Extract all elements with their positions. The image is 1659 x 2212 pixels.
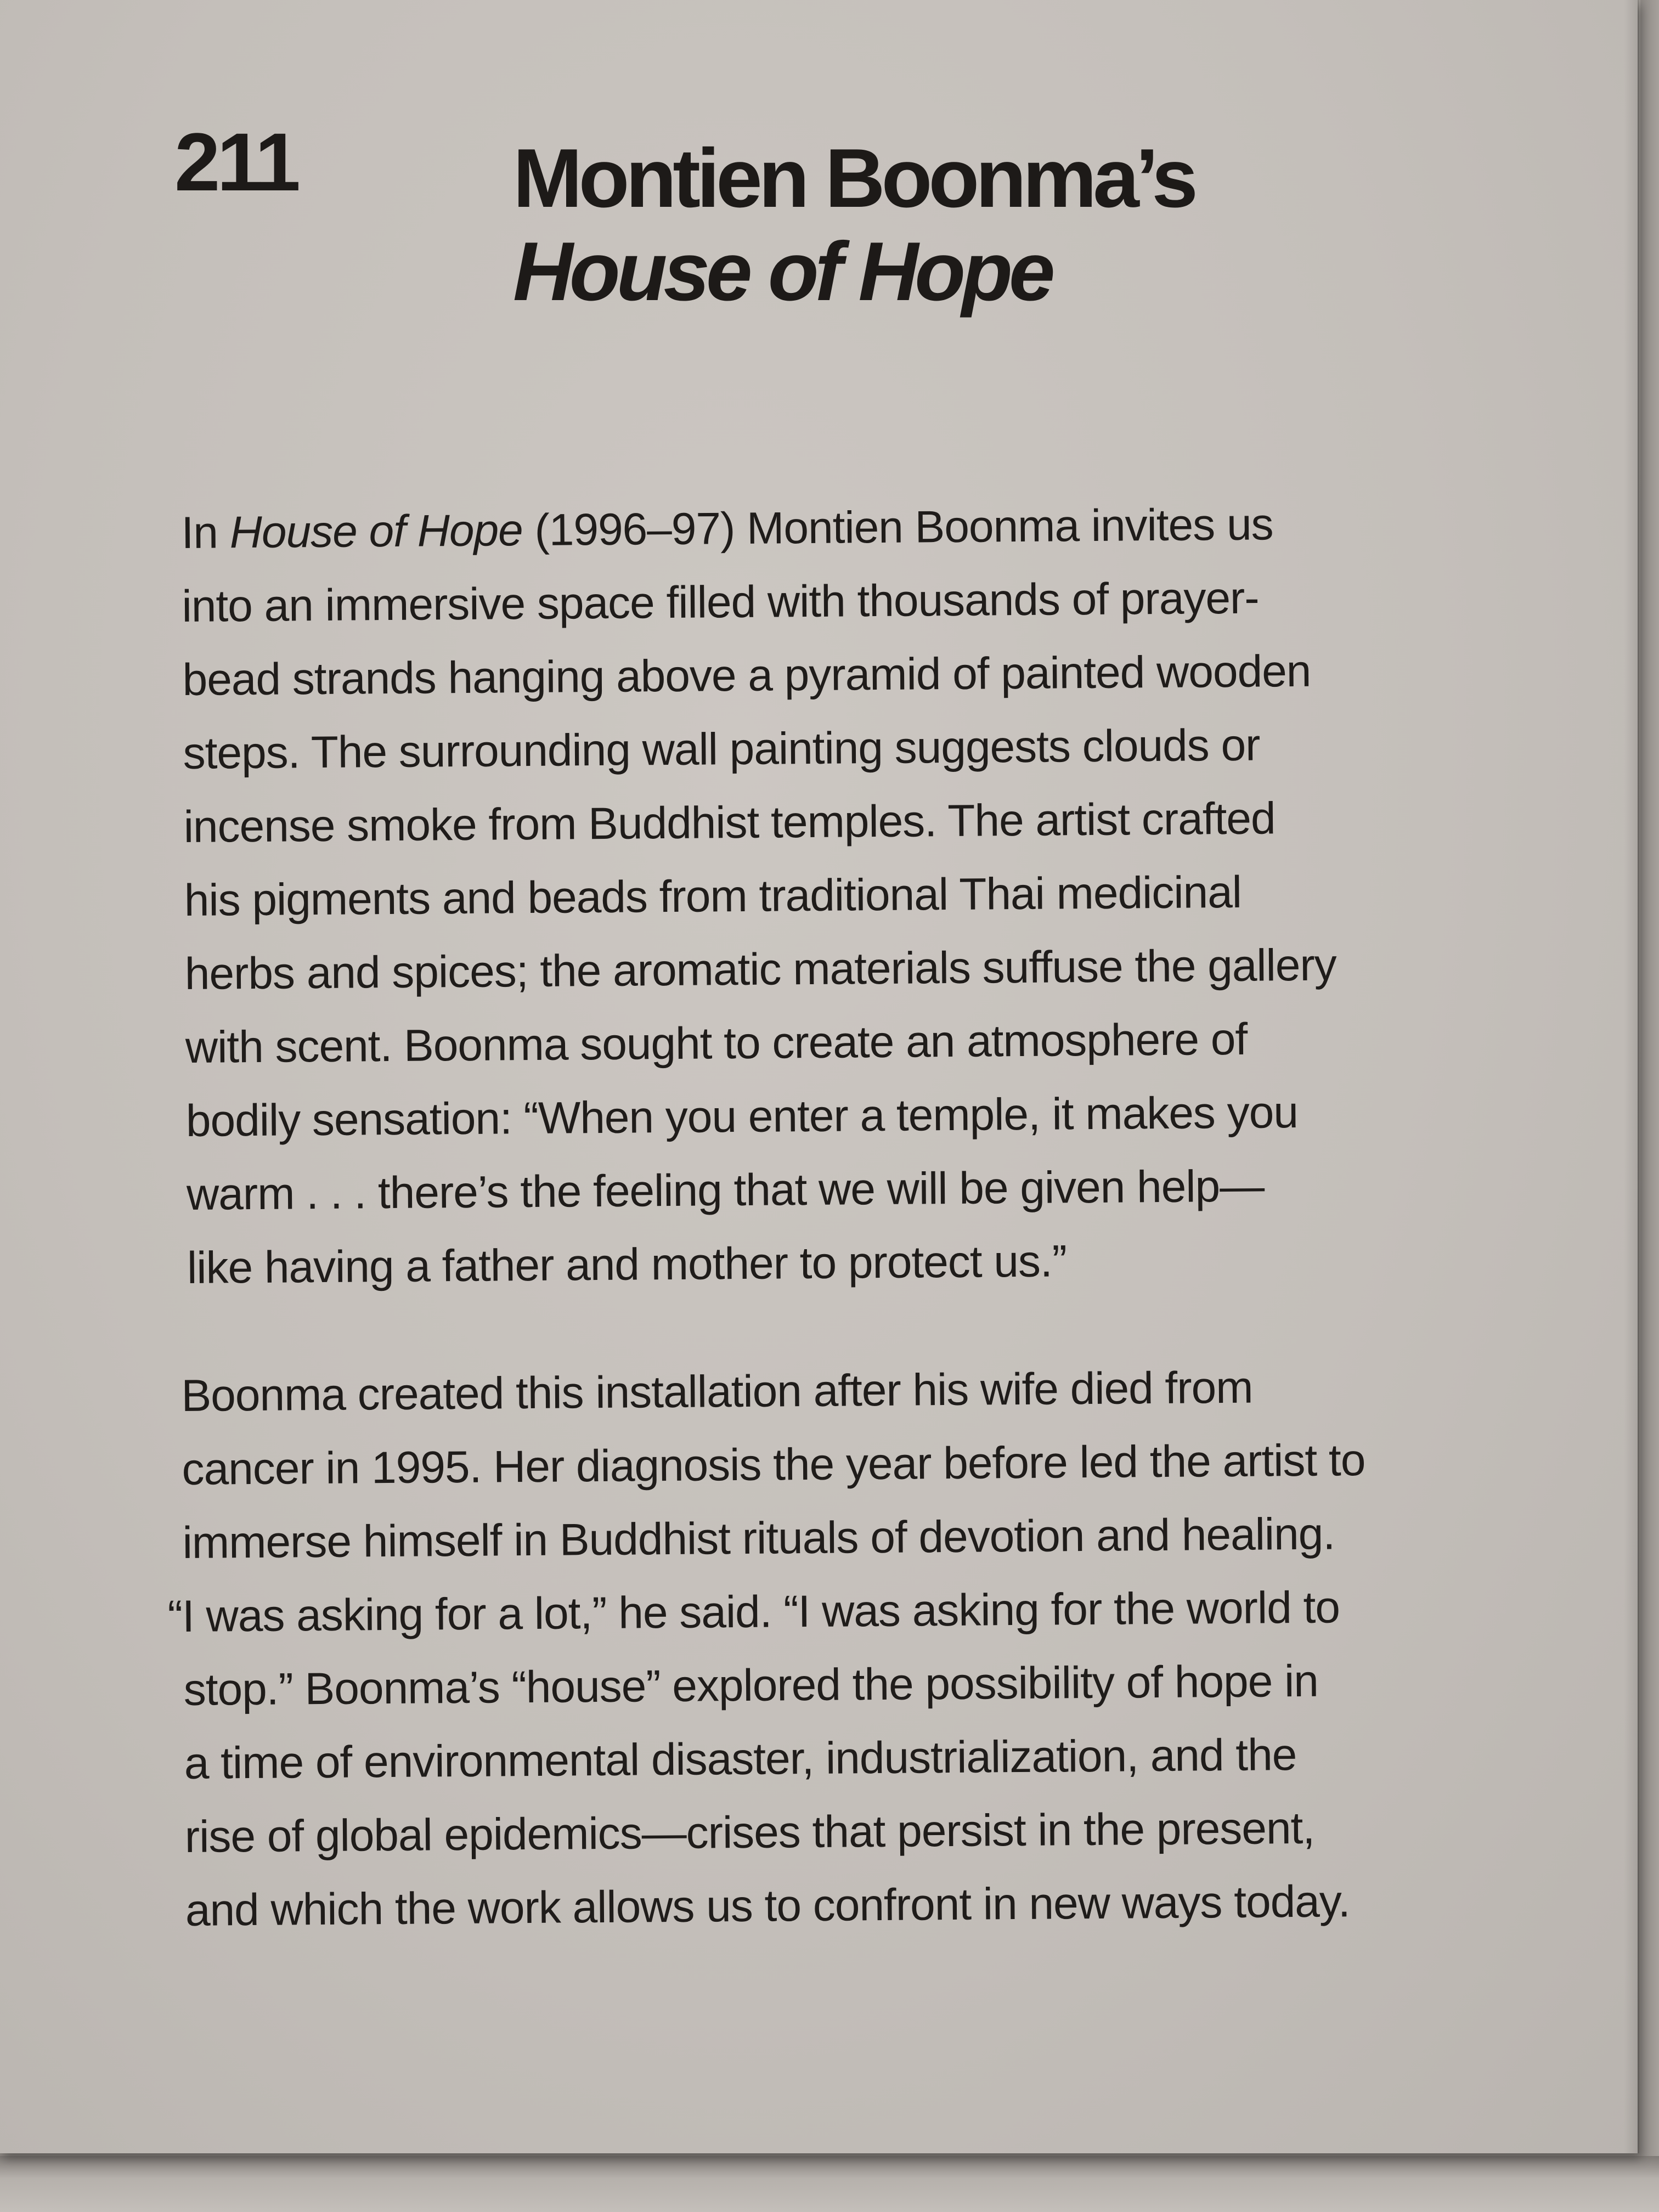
wall-bottom-edge [0, 2156, 1659, 2212]
paragraph-2-line: cancer in 1995. Her diagnosis the year before led the artist to [182, 1435, 1365, 1494]
paragraph-1-line-1 [181, 486, 1520, 570]
paragraph-1 [181, 486, 1526, 1305]
paragraph-2-line: and which the work allows us to confront in new ways today. [185, 1876, 1350, 1936]
wall-right-edge [1640, 0, 1659, 2212]
paragraph-1-line: incense smoke from Buddhist temples. The artist crafted [183, 793, 1276, 852]
paragraph-2-line: “I was asking for a lot,” he said. “I was asking for the world to [167, 1582, 1340, 1642]
paragraph-1-line: with scent. Boonma sought to create an atmosphere of [185, 1014, 1248, 1073]
paragraph-2-line: a time of environmental disaster, industrialization, and the [184, 1730, 1297, 1788]
panel-edge-shadow [1624, 0, 1639, 2153]
paragraph-1-line: his pigments and beads from traditional Thai medicinal [184, 867, 1242, 926]
paragraph-1-line: warm . . . there’s the feeling that we will be given help— [186, 1161, 1265, 1220]
paragraph-1-line: bodily sensation: “When you enter a temple, it makes you [185, 1087, 1299, 1146]
paragraph-2-line: stop.” Boonma’s “house” explored the possibility of hope in [183, 1656, 1319, 1715]
line-1-pre: In [181, 507, 230, 558]
paragraph-2 [167, 1349, 1524, 1948]
title-artist-line: Montien Boonma’s [513, 132, 1194, 225]
line-1-post: (1996–97) Montien Boonma invites us [522, 499, 1273, 556]
paragraph-1-line: bead strands hanging above a pyramid of painted wooden [182, 646, 1311, 705]
paragraph-1-line: steps. The surrounding wall painting suggests clouds or [183, 720, 1260, 778]
paragraph-2-line: immerse himself in Buddhist rituals of devotion and healing. [182, 1509, 1335, 1568]
paragraph-1-line: like having a father and mother to protect us.” [187, 1236, 1067, 1293]
line-1-italic-title: House of Hope [229, 505, 523, 558]
gallery-number: 211 [174, 116, 297, 208]
title-work-line: House of Hope [513, 225, 1052, 318]
paragraph-2-line: rise of global epidemics—crises that persist in the present, [184, 1803, 1315, 1862]
paragraph-1-line: herbs and spices; the aromatic materials suffuse the gallery [184, 940, 1337, 999]
paragraph-1-line: into an immersive space filled with thousands of prayer- [182, 573, 1259, 631]
label-title [513, 132, 1194, 318]
paragraph-2-line: Boonma created this installation after his wife died from [181, 1362, 1253, 1421]
